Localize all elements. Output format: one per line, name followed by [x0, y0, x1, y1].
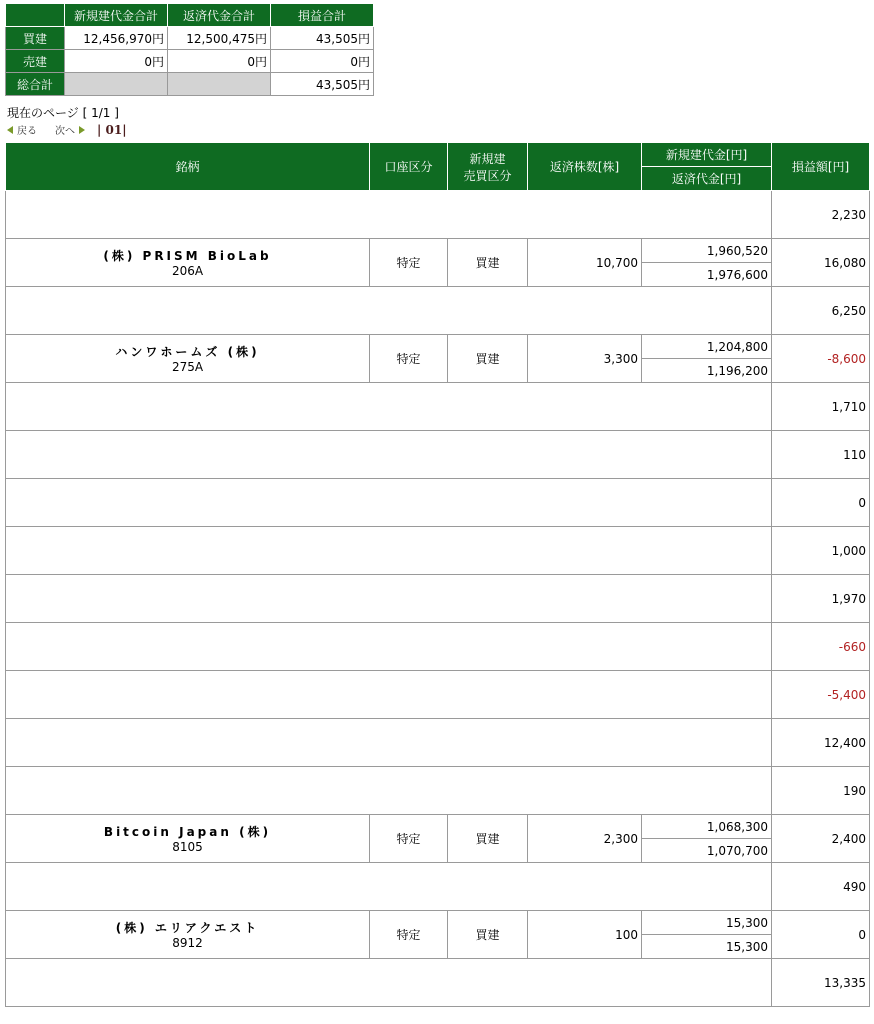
- summary-repay-value: 0円: [168, 50, 271, 73]
- trade-type: 買建: [448, 911, 528, 959]
- account-type: 特定: [370, 911, 448, 959]
- summary-new-value: 12,456,970円: [65, 27, 168, 50]
- new-amount: 1,204,800: [642, 335, 772, 359]
- profit-loss: 6,250: [772, 287, 870, 335]
- summary-repay-value: 12,500,475円: [168, 27, 271, 50]
- profit-loss: 0: [772, 911, 870, 959]
- blank-row: [6, 287, 870, 335]
- account-type: 特定: [370, 335, 448, 383]
- profit-loss: 490: [772, 863, 870, 911]
- stock-code: 206A: [171, 264, 204, 278]
- header-stock: 銘柄: [6, 143, 370, 191]
- summary-pl-value: 0円: [271, 50, 374, 73]
- blank-row: [6, 623, 870, 671]
- profit-loss: 190: [772, 767, 870, 815]
- stock-name: Bitcoin Japan (株): [103, 825, 272, 839]
- stock-row: [6, 815, 870, 839]
- summary-total-pl: 43,505円: [271, 73, 374, 96]
- stock-name: ハンワホームズ (株): [115, 345, 260, 359]
- blank-cell: [6, 575, 772, 623]
- profit-loss: 2,230: [772, 191, 870, 239]
- stock-row: [6, 911, 870, 935]
- blank-row: [6, 959, 870, 1007]
- blank-row: [6, 431, 870, 479]
- blank-cell: [6, 287, 772, 335]
- profit-loss: -8,600: [772, 335, 870, 383]
- new-amount: 1,960,520: [642, 239, 772, 263]
- positions-table: [5, 142, 870, 1007]
- profit-loss: 12,400: [772, 719, 870, 767]
- account-type: 特定: [370, 239, 448, 287]
- current-page-indicator: 現在のページ [ 1/1 ]: [7, 106, 119, 120]
- repay-amount: 1,196,200: [642, 359, 772, 383]
- blank-row: [6, 671, 870, 719]
- summary-label: 買建: [6, 27, 65, 50]
- blank-cell: [6, 191, 772, 239]
- stock-code: 275A: [171, 360, 204, 374]
- blank-cell: [6, 623, 772, 671]
- blank-row: [6, 863, 870, 911]
- profit-loss: 16,080: [772, 239, 870, 287]
- profit-loss: 0: [772, 479, 870, 527]
- profit-loss: 1,710: [772, 383, 870, 431]
- new-amount: 15,300: [642, 911, 772, 935]
- stock-name: (株) エリアクエスト: [115, 921, 260, 935]
- profit-loss: 2,400: [772, 815, 870, 863]
- profit-loss: 1,970: [772, 575, 870, 623]
- blank-row: [6, 383, 870, 431]
- summary-table: [5, 3, 374, 96]
- blank-cell: [6, 719, 772, 767]
- header-trade-type: [448, 143, 528, 191]
- next-link[interactable]: 次へ: [55, 126, 75, 137]
- stock-code: 8912: [172, 936, 203, 950]
- summary-label: 総合計: [6, 73, 65, 96]
- repay-shares: 2,300: [528, 815, 642, 863]
- repay-shares: 10,700: [528, 239, 642, 287]
- pager: [7, 122, 127, 137]
- stock-name: (株) PRISM BioLab: [103, 249, 272, 263]
- blank-row: [6, 575, 870, 623]
- blank-row: [6, 767, 870, 815]
- profit-loss: 110: [772, 431, 870, 479]
- blank-row: [6, 527, 870, 575]
- header-trade-type-line2: 売買区分: [463, 168, 512, 183]
- blank-row: [6, 191, 870, 239]
- summary-header-repay: 返済代金合計: [168, 4, 271, 27]
- blank-cell: [6, 767, 772, 815]
- repay-amount: 1,070,700: [642, 839, 772, 863]
- profit-loss: -5,400: [772, 671, 870, 719]
- summary-row-sell: [6, 50, 374, 73]
- header-new-amount: 新規建代金[円]: [642, 143, 772, 167]
- summary-row-total: [6, 73, 374, 96]
- blank-cell: [6, 671, 772, 719]
- profit-loss: 1,000: [772, 527, 870, 575]
- blank-cell: [6, 479, 772, 527]
- new-amount: 1,068,300: [642, 815, 772, 839]
- repay-shares: 3,300: [528, 335, 642, 383]
- blank-cell: [6, 383, 772, 431]
- summary-header-new: 新規建代金合計: [65, 4, 168, 27]
- stock-row: [6, 335, 870, 359]
- back-arrow-icon[interactable]: [7, 126, 13, 134]
- summary-header-pl: 損益合計: [271, 4, 374, 27]
- blank-row: [6, 719, 870, 767]
- trade-type: 買建: [448, 239, 528, 287]
- trade-type: 買建: [448, 335, 528, 383]
- summary-new-value: 0円: [65, 50, 168, 73]
- header-account: 口座区分: [370, 143, 448, 191]
- summary-corner: [6, 4, 65, 27]
- repay-shares: 100: [528, 911, 642, 959]
- stock-row: [6, 239, 870, 263]
- account-type: 特定: [370, 815, 448, 863]
- stock-cell: [6, 815, 370, 863]
- summary-pl-value: 43,505円: [271, 27, 374, 50]
- stock-cell: [6, 911, 370, 959]
- header-pl: 損益額[円]: [772, 143, 870, 191]
- trade-type: 買建: [448, 815, 528, 863]
- header-shares: 返済株数[株]: [528, 143, 642, 191]
- repay-amount: 1,976,600: [642, 263, 772, 287]
- stock-cell: [6, 335, 370, 383]
- blank-cell: [6, 527, 772, 575]
- back-link[interactable]: 戻る: [17, 126, 37, 137]
- header-repay-amount: 返済代金[円]: [642, 167, 772, 191]
- stock-code: 8105: [172, 840, 203, 854]
- repay-amount: 15,300: [642, 935, 772, 959]
- summary-row-buy: [6, 27, 374, 50]
- summary-label: 売建: [6, 50, 65, 73]
- blank-row: [6, 479, 870, 527]
- stock-cell: [6, 239, 370, 287]
- blank-cell: [6, 959, 772, 1007]
- summary-empty: [65, 73, 168, 96]
- summary-empty: [168, 73, 271, 96]
- blank-cell: [6, 431, 772, 479]
- next-arrow-icon[interactable]: [79, 126, 85, 134]
- profit-loss: 13,335: [772, 959, 870, 1007]
- profit-loss: -660: [772, 623, 870, 671]
- header-trade-type-line1: 新規建: [469, 151, 506, 166]
- blank-cell: [6, 863, 772, 911]
- page-number-link[interactable]: | 01|: [97, 122, 127, 137]
